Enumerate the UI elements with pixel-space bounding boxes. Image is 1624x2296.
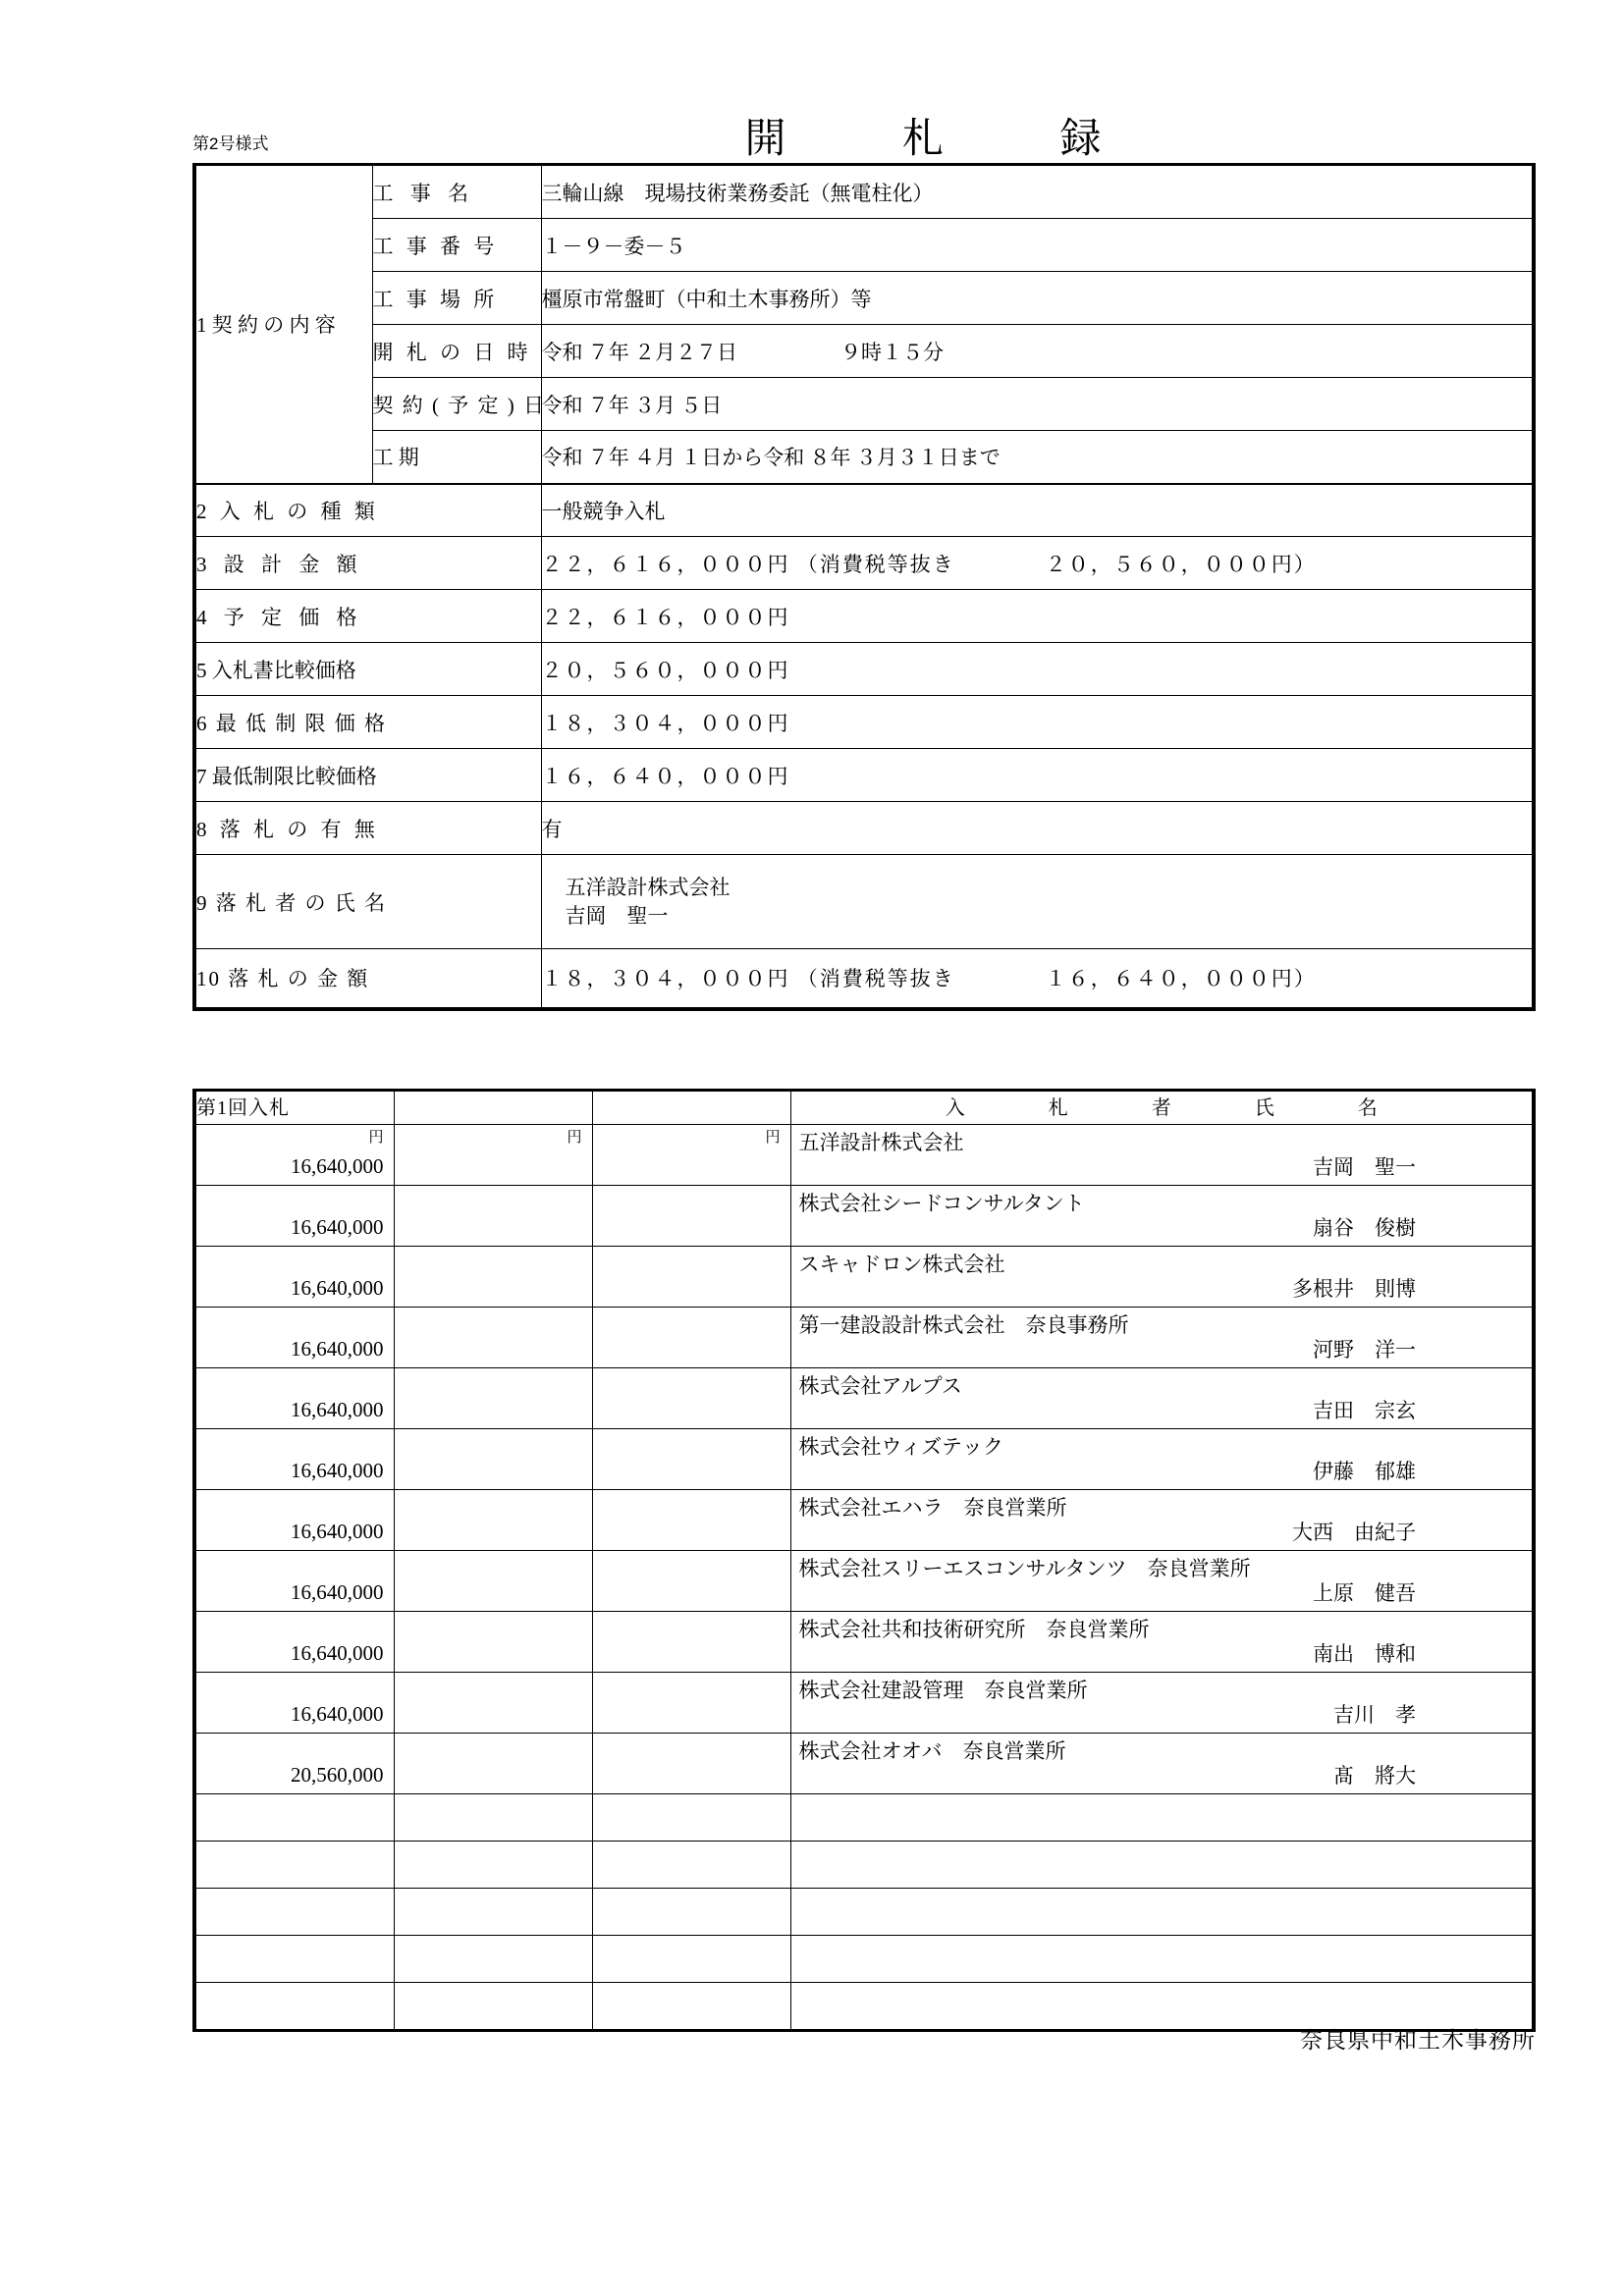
bid-amount-value: 16,640,000 [291,1520,384,1543]
yen-unit-label: 円 [567,1130,582,1146]
bidder-name-cell [790,1734,1533,1794]
form-number: 第2号様式 [192,134,269,153]
table-row [195,1429,1533,1490]
table-row-empty [195,1794,1533,1842]
bidder-company: スキャドロン株式会社 [798,1253,1005,1276]
bidder-name-cell [790,1368,1533,1429]
table-row [195,590,1533,643]
table-row [195,643,1533,696]
bidder-name-cell [790,1551,1533,1612]
table-row [195,1673,1533,1734]
row-value-design-amount: ２２，６１６，０００円 （消費税等抜き ２０，５６０，０００円） [541,537,1533,590]
bidder-name-cell [790,1429,1533,1490]
page-title: 開 札 録 [744,117,1155,162]
row-label-award-presence: 8 落 札 の 有 無 [195,802,541,855]
empty-cell [195,1889,394,1936]
row-label-minimum-limit-price: 6 最 低 制 限 価 格 [195,696,541,749]
bidder-name-cell [790,1673,1533,1734]
empty-cell [394,1794,592,1842]
bid-amount-cell [195,1125,394,1186]
bid-amount-cell [394,1490,592,1551]
row-value-planned-price: ２２，６１６，０００円 [541,590,1533,643]
bid-amount-cell [394,1247,592,1308]
winner-person: 吉岡 聖一 [565,903,669,928]
bid-amount-cell [592,1673,790,1734]
bid-amount-cell [592,1429,790,1490]
bidder-name-cell [790,1490,1533,1551]
round-col-3 [592,1092,790,1125]
empty-cell [592,1983,790,2030]
bid-amount-cell [394,1429,592,1490]
bidder-person: 多根井 則博 [1292,1277,1416,1301]
bidder-person: 吉田 宗玄 [1313,1399,1416,1422]
bidder-company: 株式会社エハラ 奈良営業所 [798,1496,1067,1520]
bidder-person: 南出 博和 [1313,1642,1416,1666]
bidder-company: 第一建設設計株式会社 奈良事務所 [798,1313,1129,1337]
table-row [195,1186,1533,1247]
table-row [195,484,1533,537]
empty-cell [790,1936,1533,1983]
bid-amount-cell [592,1247,790,1308]
bid-amount-value: 16,640,000 [291,1702,384,1726]
table-row [195,1551,1533,1612]
yen-unit-label: 円 [765,1130,781,1146]
row-value-project-name: 三輪山線 現場技術業務委託（無電柱化） [541,166,1533,219]
bidder-name-cell [790,1308,1533,1368]
contract-info-table [194,165,1534,1009]
table-row [195,431,1533,484]
row-value-project-number: １－９－委－５ [541,219,1533,272]
empty-cell [394,1842,592,1889]
bid-list-table [194,1091,1534,2030]
empty-cell [592,1842,790,1889]
table-row [195,219,1533,272]
empty-cell [790,1794,1533,1842]
bidder-person: 吉川 孝 [1333,1703,1416,1727]
row-label-bid-comparison-price: 5 入札書比較価格 [195,643,541,696]
contract-info-frame [192,163,1536,1011]
issuing-office: 奈良県中和土木事務所 [1300,2028,1536,2053]
empty-cell [394,1889,592,1936]
bid-amount-value: 16,640,000 [291,1154,384,1178]
bid-amount-cell [195,1734,394,1794]
table-row [195,537,1533,590]
winner-company: 五洋設計株式会社 [565,876,731,900]
yen-unit-label: 円 [368,1130,384,1146]
row-label-planned-price: 4 予 定 価 格 [195,590,541,643]
bidder-company: 株式会社アルプス [798,1374,962,1398]
table-row [195,1308,1533,1368]
round-label: 第1回入札 [195,1092,394,1125]
row-value-bid-comparison-price: ２０，５６０，０００円 [541,643,1533,696]
table-row [195,802,1533,855]
table-row-empty [195,1936,1533,1983]
bid-amount-cell [592,1612,790,1673]
bidder-person: 髙 將大 [1333,1764,1416,1788]
bid-amount-cell [195,1673,394,1734]
row-value-project-location: 橿原市常盤町（中和土木事務所）等 [541,272,1533,325]
bidder-company: 株式会社オオバ 奈良営業所 [798,1739,1066,1763]
empty-cell [592,1794,790,1842]
contract-section-label: 1 契 約 の 内 容 [195,166,372,484]
table-row [195,1125,1533,1186]
row-label-opening-datetime: 開 札 の 日 時 [372,325,541,378]
row-label-project-number: 工 事 番 号 [372,219,541,272]
row-label-award-amount: 10 落 札 の 金 額 [195,949,541,1008]
row-label-project-location: 工 事 場 所 [372,272,541,325]
bid-amount-cell [195,1490,394,1551]
empty-cell [195,1936,394,1983]
row-label-project-name: 工 事 名 [372,166,541,219]
table-row-empty [195,1889,1533,1936]
row-label-minimum-limit-comparison-price: 7 最低制限比較価格 [195,749,541,802]
bid-amount-cell [394,1673,592,1734]
table-row [195,1612,1533,1673]
row-value-bid-type: 一般競争入札 [541,484,1533,537]
row-value-award-amount: １８，３０４，０００円 （消費税等抜き １６，６４０，０００円） [541,949,1533,1008]
bid-amount-value: 20,560,000 [291,1763,384,1787]
table-row [195,696,1533,749]
bidder-name-cell [790,1186,1533,1247]
bid-amount-value: 16,640,000 [291,1337,384,1361]
bid-amount-cell [195,1308,394,1368]
bidder-company: 五洋設計株式会社 [798,1131,964,1154]
bid-amount-value: 16,640,000 [291,1215,384,1239]
bid-amount-cell [195,1551,394,1612]
table-row [195,1368,1533,1429]
bid-amount-cell [394,1125,592,1186]
bidder-person: 伊藤 郁雄 [1313,1460,1416,1483]
bid-amount-value: 16,640,000 [291,1580,384,1604]
empty-cell [790,1889,1533,1936]
bid-amount-cell [394,1186,592,1247]
table-row [195,749,1533,802]
empty-cell [790,1842,1533,1889]
row-value-minimum-limit-comparison-price: １６，６４０，０００円 [541,749,1533,802]
empty-cell [195,1842,394,1889]
row-value-winner [541,855,1533,949]
bid-amount-cell [195,1247,394,1308]
empty-cell [195,1983,394,2030]
bid-amount-cell [394,1551,592,1612]
bid-amount-cell [195,1186,394,1247]
bid-amount-cell [195,1368,394,1429]
row-value-minimum-limit-price: １８，３０４，０００円 [541,696,1533,749]
bidder-column-header: 入 札 者 氏 名 [790,1092,1533,1125]
bid-amount-cell [394,1308,592,1368]
bidder-person: 吉岡 聖一 [1313,1155,1416,1179]
round-col-2 [394,1092,592,1125]
bid-amount-cell [592,1551,790,1612]
bid-amount-cell [195,1429,394,1490]
table-row [195,1247,1533,1308]
bid-amount-cell [394,1368,592,1429]
row-label-contract-date: 契 約 ( 予 定 ) 日 [372,378,541,431]
row-label-period: 工 期 [372,431,541,484]
table-row [195,378,1533,431]
empty-cell [592,1936,790,1983]
bidder-person: 上原 健吾 [1313,1581,1416,1605]
table-row [195,855,1533,949]
table-row [195,272,1533,325]
bidder-person: 大西 由紀子 [1292,1521,1416,1544]
bidder-person: 扇谷 俊樹 [1313,1216,1416,1240]
bid-list-frame [192,1089,1536,2032]
row-value-period: 令和 ７年 ４月 １日から令和 ８年 ３月３１日まで [541,431,1533,484]
row-value-opening-datetime: 令和 ７年 ２月２７日 ９時１５分 [541,325,1533,378]
bidder-company: 株式会社共和技術研究所 奈良営業所 [798,1618,1150,1641]
bidder-name-cell [790,1612,1533,1673]
empty-cell [394,1936,592,1983]
table-row [195,325,1533,378]
bid-amount-value: 16,640,000 [291,1398,384,1421]
table-row-empty [195,1842,1533,1889]
bid-amount-cell [394,1734,592,1794]
bid-amount-value: 16,640,000 [291,1459,384,1482]
bid-amount-cell [592,1490,790,1551]
bidder-company: 株式会社建設管理 奈良営業所 [798,1679,1088,1702]
bidder-name-cell [790,1125,1533,1186]
empty-cell [592,1889,790,1936]
bidder-company: 株式会社スリーエスコンサルタンツ 奈良営業所 [798,1557,1251,1580]
table-row [195,949,1533,1008]
bid-table-header-row [195,1092,1533,1125]
bidder-person: 河野 洋一 [1313,1338,1416,1362]
bidder-company: 株式会社ウィズテック [798,1435,1003,1459]
bid-amount-cell [592,1186,790,1247]
bid-amount-cell [592,1125,790,1186]
bid-amount-cell [394,1612,592,1673]
table-row [195,1490,1533,1551]
row-label-design-amount: 3 設 計 金 額 [195,537,541,590]
row-label-winner: 9 落 札 者 の 氏 名 [195,855,541,949]
bid-amount-value: 16,640,000 [291,1276,384,1300]
bid-amount-cell [592,1734,790,1794]
empty-cell [394,1983,592,2030]
table-row [195,1734,1533,1794]
table-row [195,166,1533,219]
empty-cell [195,1794,394,1842]
row-value-contract-date: 令和 ７年 ３月 ５日 [541,378,1533,431]
bidder-name-cell [790,1247,1533,1308]
bid-amount-cell [592,1368,790,1429]
bid-amount-cell [592,1308,790,1368]
row-label-bid-type: 2 入 札 の 種 類 [195,484,541,537]
bid-amount-value: 16,640,000 [291,1641,384,1665]
bid-amount-cell [195,1612,394,1673]
bidder-company: 株式会社シードコンサルタント [798,1192,1085,1215]
row-value-award-presence: 有 [541,802,1533,855]
